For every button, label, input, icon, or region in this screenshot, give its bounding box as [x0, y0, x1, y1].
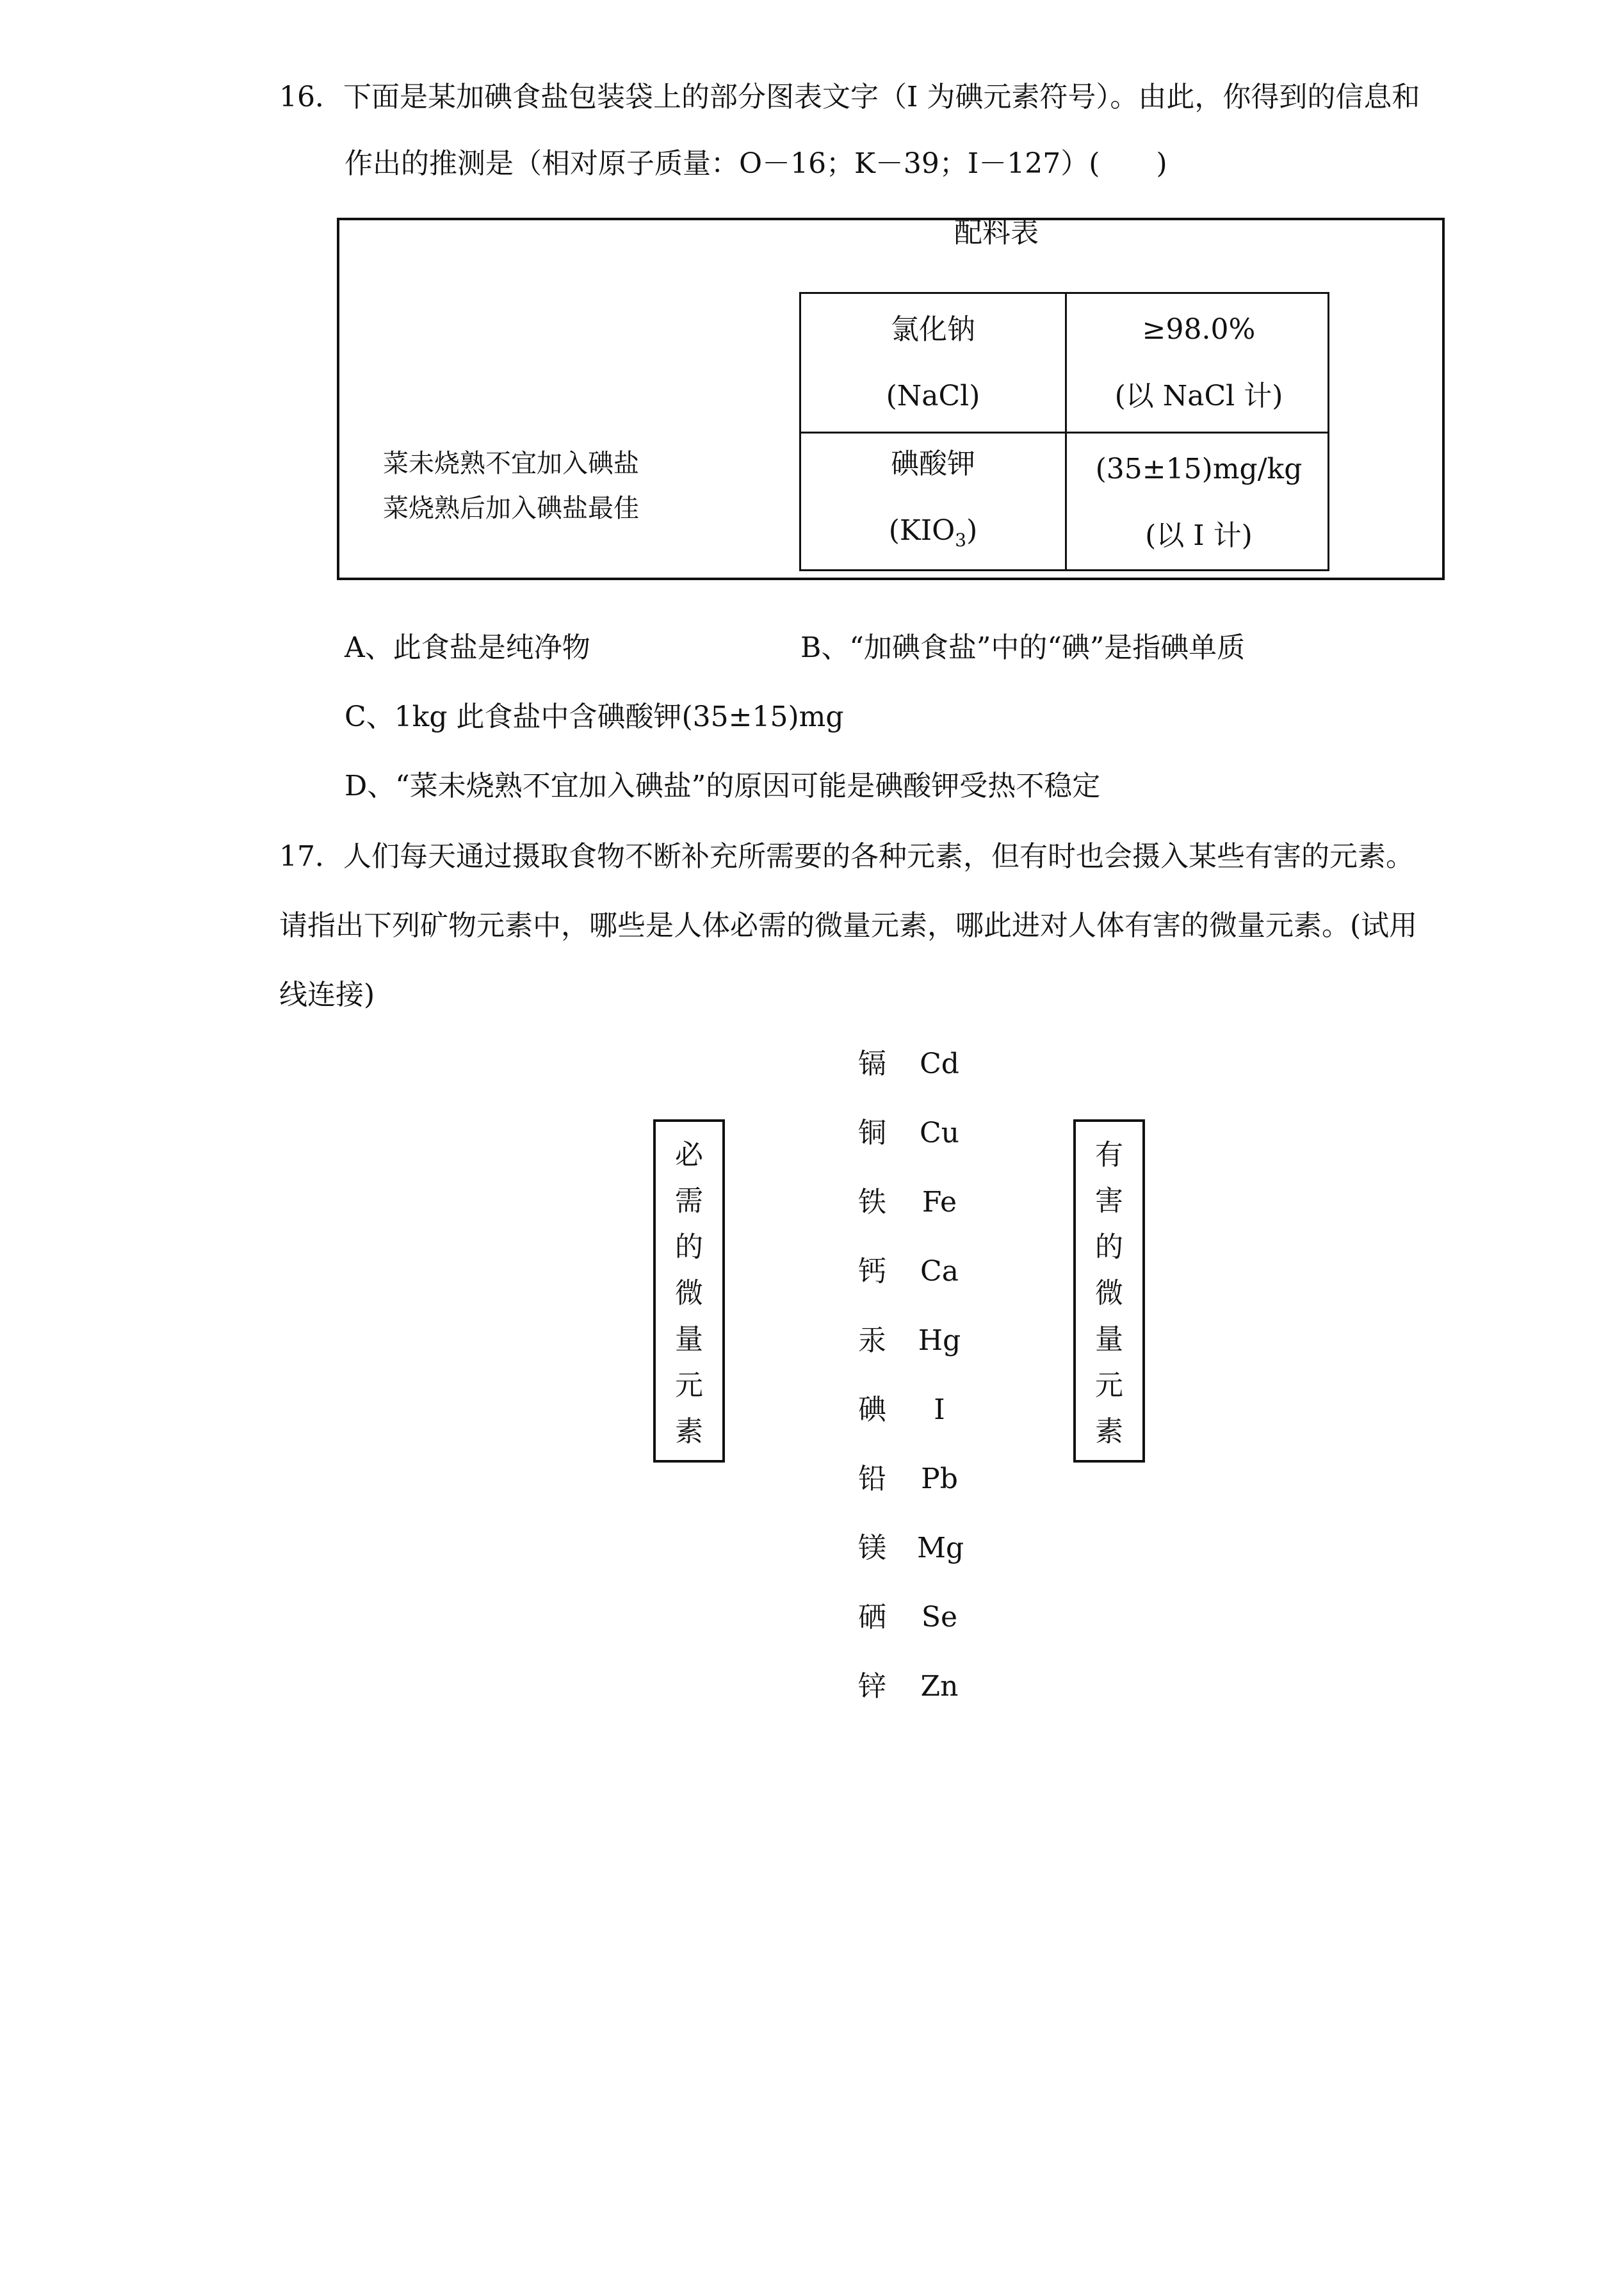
ingredients-table [799, 292, 1329, 571]
cell-value: ≥98.0% [1142, 312, 1256, 346]
element-item [858, 1530, 986, 1569]
cell-name: 碘酸钾 [891, 448, 975, 481]
box-char: 量 [1095, 1323, 1123, 1356]
element-item [858, 1669, 986, 1707]
ingredients-table-title: 配料表 [954, 216, 1039, 249]
table-cell-potassium-iodate-content [1067, 434, 1331, 571]
element-symbol: Ca [920, 1255, 959, 1288]
q16-option-b: B、“加碘食盐”中的“碘”是指碘单质 [800, 631, 1246, 664]
cell-note: (以 I 计) [1145, 519, 1253, 552]
element-item [858, 1046, 986, 1085]
cell-formula: (NaCl) [886, 379, 980, 412]
table-cell-sodium-chloride [801, 294, 1065, 432]
cell-note: (以 NaCl 计) [1114, 379, 1283, 412]
element-item [858, 1461, 986, 1500]
box-char: 元 [1095, 1369, 1123, 1402]
element-symbol: Cu [919, 1117, 959, 1149]
element-item [858, 1392, 986, 1431]
element-symbol: Hg [918, 1324, 961, 1357]
table-cell-potassium-iodate [801, 434, 1065, 571]
label-note-1: 菜未烧熟不宜加入碘盐 [383, 449, 639, 478]
element-name: 钙 [858, 1255, 886, 1288]
element-name: 镉 [858, 1048, 886, 1080]
q16-stem-line1: 16．下面是某加碘食盐包装袋上的部分图表文字（I 为碘元素符号）。由此，你得到的信息和 [279, 81, 1420, 113]
box-char: 微 [675, 1277, 703, 1310]
q16-stem-line2: 作出的推测是（相对原子质量：O－16；K－39；I－127）( ) [345, 147, 1167, 180]
box-char: 量 [675, 1323, 703, 1356]
box-char: 害 [1095, 1185, 1123, 1217]
box-char: 微 [1095, 1277, 1123, 1310]
box-char: 元 [675, 1369, 703, 1402]
element-item [858, 1115, 986, 1154]
q17-stem-line2: 请指出下列矿物元素中，哪些是人体必需的微量元素，哪此进对人体有害的微量元素。(试用 [279, 909, 1418, 942]
label-note-2: 菜烧熟后加入碘盐最佳 [383, 494, 639, 523]
box-char: 的 [1095, 1231, 1123, 1263]
cell-name: 氯化钠 [891, 312, 975, 346]
cell-formula: $(KIO_3)$ [888, 514, 978, 551]
element-item [858, 1254, 986, 1292]
box-char: 素 [1095, 1415, 1123, 1448]
box-char: 需 [675, 1185, 703, 1217]
q16-option-c: C、1kg 此食盐中含碘酸钾(35±15)mg [345, 701, 844, 733]
element-name: 铁 [858, 1186, 886, 1219]
element-item [858, 1185, 986, 1223]
element-name: 碘 [858, 1393, 886, 1426]
element-name: 镁 [858, 1532, 886, 1564]
box-char: 有 [1095, 1139, 1123, 1171]
element-symbol: Mg [917, 1532, 964, 1564]
q17-stem-line1: 17．人们每天通过摄取食物不断补充所需要的各种元素，但有时也会摄入某些有害的元素。 [279, 840, 1414, 873]
cell-value: (35±15)mg/kg [1095, 452, 1303, 485]
element-symbol: Pb [921, 1463, 958, 1495]
box-char: 素 [675, 1415, 703, 1448]
essential-elements-box [653, 1119, 725, 1463]
element-symbol: I [934, 1393, 945, 1426]
element-item [858, 1600, 986, 1638]
table-cell-sodium-chloride-content [1067, 294, 1331, 432]
element-symbol: Cd [920, 1048, 959, 1080]
box-char: 的 [675, 1231, 703, 1263]
q17-stem-line3: 线连接) [279, 978, 375, 1011]
element-name: 铅 [858, 1463, 886, 1495]
element-symbol: Se [921, 1601, 958, 1634]
q16-option-d: D、“菜未烧熟不宜加入碘盐”的原因可能是碘酸钾受热不稳定 [345, 770, 1101, 802]
q16-option-a: A、此食盐是纯净物 [345, 631, 590, 664]
element-item [858, 1323, 986, 1361]
element-symbol: Zn [920, 1670, 959, 1703]
element-symbol: Fe [922, 1186, 957, 1219]
element-name: 铜 [858, 1117, 886, 1149]
element-name: 汞 [858, 1324, 886, 1357]
element-name: 锌 [858, 1670, 886, 1703]
box-char: 必 [675, 1139, 703, 1171]
harmful-elements-box [1073, 1119, 1145, 1463]
element-name: 硒 [858, 1601, 886, 1634]
